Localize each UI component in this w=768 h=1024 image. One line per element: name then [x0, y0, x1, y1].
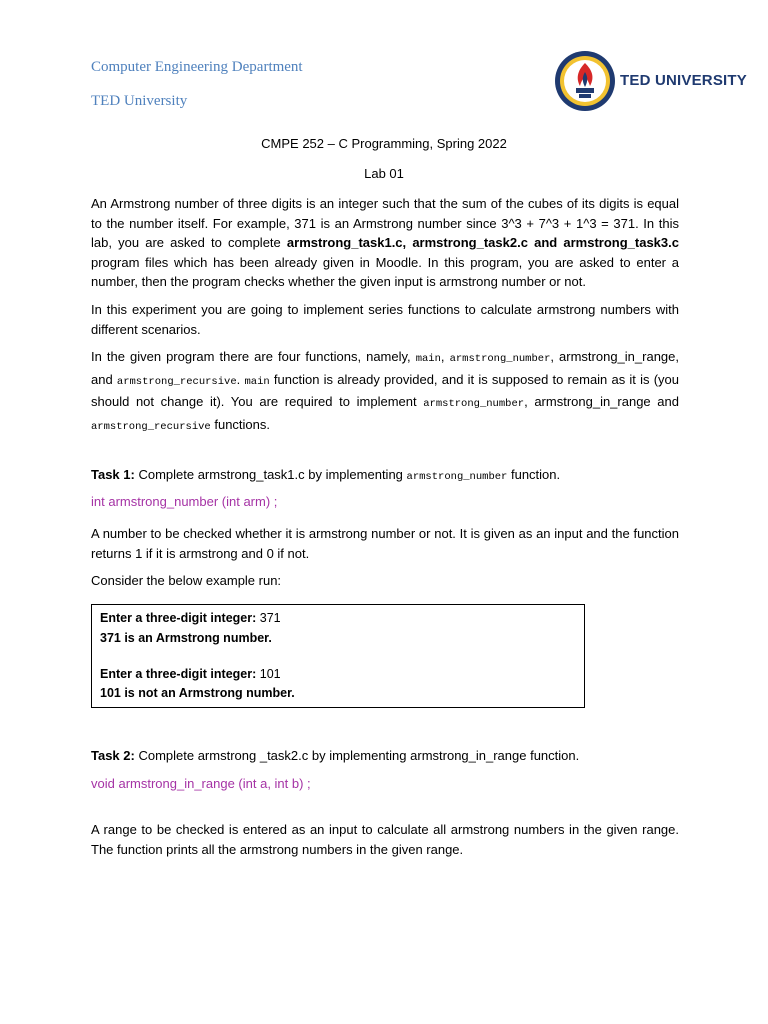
functions-paragraph: In the given program there are four functions, namely, main, armstrong_number, armstrong_in_range, and armstrong_recursive. main function is already provided, and it is supposed to remain as it is (you should not change it). You are required to implement armstrong_number, armstrong_in_range and armstrong_recursive functions.: [91, 349, 680, 433]
run-line-3: Enter a three-digit integer: 101: [100, 667, 281, 681]
ted-university-logo: [554, 50, 616, 112]
experiment-paragraph: In this experiment you are going to implement series functions to calculate armstrong numbers with different scenarios.: [91, 302, 679, 337]
lab-title: Lab 01: [364, 166, 404, 181]
logo-wordmark: TED UNIVERSITY: [620, 72, 747, 89]
intro-paragraph: An Armstrong number of three digits is an integer such that the sum of the cubes of its digits is equal to the number itself. For example, 371 is an Armstrong number since 3^3 + 7^3 + 1^3 = 371. In this lab, you are asked to complete armstrong_task1.c, armstrong_task2.c and armstrong_task3.c program files which has been already given in Moodle. In this program, you are asked to enter a number, then the program checks whether the given input is armstrong number or not.: [91, 196, 679, 289]
run-line-4: 101 is not an Armstrong number.: [100, 686, 295, 700]
course-title: CMPE 252 – C Programming, Spring 2022: [261, 136, 507, 151]
task2-heading: Task 2: Complete armstrong _task2.c by implementing armstrong_in_range function.: [91, 748, 580, 763]
department-heading: Computer Engineering Department: [91, 59, 303, 75]
run-line-2: 371 is an Armstrong number.: [100, 631, 272, 645]
example-run-intro: Consider the below example run:: [91, 573, 282, 588]
task1-description: A number to be checked whether it is armstrong number or not. It is given as an input and the function returns 1 if it is armstrong and 0 if not.: [91, 526, 679, 561]
university-heading: TED University: [91, 93, 188, 109]
task1-signature: int armstrong_number (int arm) ;: [91, 494, 278, 509]
run-line-1: Enter a three-digit integer: 371: [100, 611, 281, 625]
task2-signature: void armstrong_in_range (int a, int b) ;: [91, 776, 311, 791]
example-run-box: [91, 604, 585, 708]
task1-heading: Task 1: Complete armstrong_task1.c by implementing armstrong_number function.: [91, 467, 561, 483]
task2-description: A range to be checked is entered as an input to calculate all armstrong numbers in the given range. The function prints all the armstrong numbers in the given range.: [91, 822, 679, 857]
